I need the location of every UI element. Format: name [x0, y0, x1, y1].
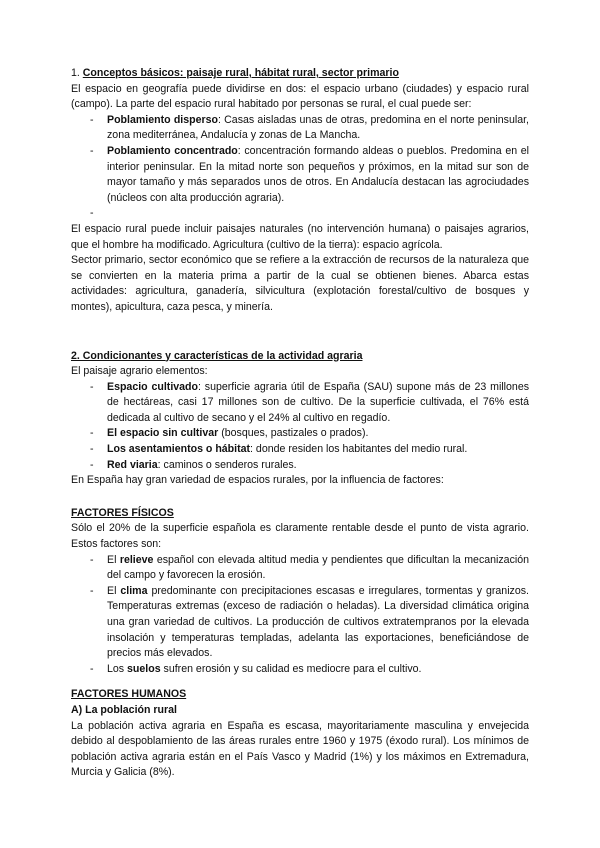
section1-intro: El espacio en geografía puede dividirse en dos: el espacio urbano (ciudades) y espacio rural (campo). La parte del espacio rural habitado por personas se rural, el cual puede ser: — [71, 82, 529, 111]
spacer — [71, 677, 529, 687]
term-poblamiento-disperso: Poblamiento disperso — [107, 113, 218, 126]
physical-factors-list — [71, 553, 529, 678]
section2-title: 2. Condicionantes y características de la actividad agraria — [71, 349, 363, 362]
section2-intro: El paisaje agrario elementos: — [71, 365, 208, 378]
section2-closing: En España hay gran variedad de espacios rurales, por la influencia de factores: — [71, 474, 444, 487]
term-espacio-cultivado: Espacio cultivado — [107, 380, 198, 393]
factores-fisicos-intro: Sólo el 20% de la superficie española es claramente rentable desde el punto de vista agrario. Estos factores son: — [71, 522, 529, 551]
section1-number: 1. — [71, 67, 83, 79]
list-item: - Poblamiento concentrado: concentración formando aldeas o pueblos. Predomina en el interior peninsular. En la mitad norte son pequeños y próximos, en la mitad sur son de mayor tamaño y más separados unos de otros. En Andalucía destacan las agrociudades (núcleos con alta producción agraria). — [107, 144, 529, 206]
term-clima: clima — [120, 584, 148, 597]
spacer — [71, 489, 529, 506]
term-relieve: relieve — [119, 553, 154, 566]
empty-list-item — [107, 206, 529, 222]
settlement-list — [71, 113, 529, 222]
poblacion-rural-subtitle: A) La población rural — [71, 703, 177, 716]
term-red-viaria: Red viaria — [107, 458, 158, 471]
section1-paragraph-3: Sector primario, sector económico que se refiere a la extracción de recursos de la naturaleza que se convierten en la materia prima a partir de la cual se obtienen bienes. Abarca estas actividades: agricultura, ganadería, silvicultura (explotación forestal/cultivo de bosques y montes), apicultura, caza pesca, y minería. — [71, 254, 529, 313]
section1-paragraph-2: El espacio rural puede incluir paisajes naturales (no intervención humana) o paisajes agrarios, que el hombre ha modificado. Agricultura (cultivo de la tierra): espacio agrícola. — [71, 222, 529, 251]
list-item: - Los suelos sufren erosión y su calidad es mediocre para el cultivo. — [107, 662, 529, 678]
list-item: - El espacio sin cultivar (bosques, pastizales o prados). — [107, 426, 529, 442]
list-item: - Los asentamientos o hábitat: donde residen los habitantes del medio rural. — [107, 442, 529, 458]
section1-title: Conceptos básicos: paisaje rural, hábitat rural, sector primario — [82, 67, 399, 79]
term-suelos: suelos — [127, 662, 161, 675]
list-item: - El relieve español con elevada altitud media y pendientes que dificultan la mecanización del campo y favorecen la erosión. — [107, 553, 529, 584]
agrarian-elements-list — [71, 380, 529, 474]
term-espacio-sin-cultivar: El espacio sin cultivar — [107, 427, 219, 440]
factores-humanos-title: FACTORES HUMANOS — [71, 688, 187, 701]
term-asentamientos: Los asentamientos o hábitat — [107, 443, 251, 456]
section1-heading — [71, 66, 529, 82]
list-item: - Poblamiento disperso: Casas aisladas unas de otras, predomina en el norte peninsular, zona mediterránea, Andalucía y zonas de La Mancha. — [107, 113, 529, 144]
factores-fisicos-title: FACTORES FÍSICOS — [71, 506, 174, 519]
poblacion-rural-paragraph: La población activa agraria en España es escasa, mayoritariamente masculina y envejecida debido al despoblamiento de las áreas rurales entre 1960 y 1975 (éxodo rural). Los mínimos de población activa agraria están en el País Vasco y Madrid (1%) y los máximos en Extremadura, Murcia y Galicia (8%). — [71, 719, 529, 779]
list-item: - El clima predominante con precipitaciones escasas e irregulares, tormentas y granizos. Temperaturas extremas (exceso de radiación o heladas). La diversidad climática origina una gran variedad de cultivos. La producción de cultivos extratempranos por la elevada insolación y temperaturas templadas, adelanta las exportaciones, beneficiándose de precios más elevados. — [107, 584, 529, 662]
list-item: - Espacio cultivado: superficie agraria útil de España (SAU) supone más de 23 millones de hectáreas, casi 17 millones son de cultivo. De la superficie cultivada, el 76% está dedicada al cultivo de secano y el 24% al cultivo en regadío. — [107, 380, 529, 427]
list-item: - Red viaria: caminos o senderos rurales. — [107, 458, 529, 474]
term-poblamiento-concentrado: Poblamiento concentrado — [107, 144, 238, 157]
spacer — [71, 316, 529, 349]
